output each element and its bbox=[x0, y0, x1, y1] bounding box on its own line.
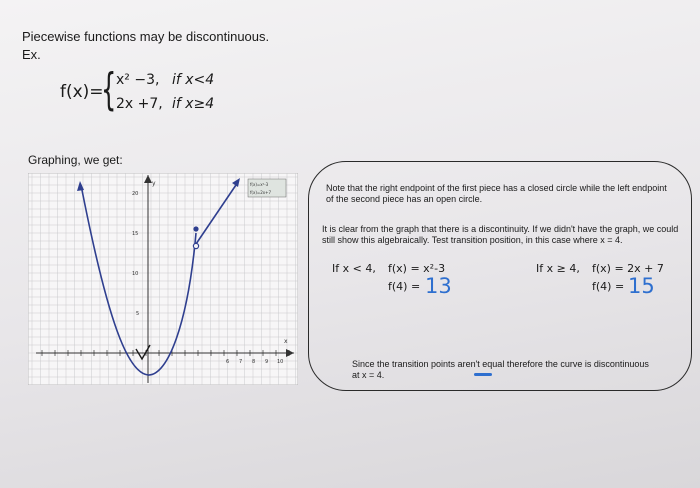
example-label: Ex. bbox=[22, 47, 41, 62]
legend-item: f(x)=2x+7 bbox=[250, 190, 272, 195]
x-tick-label: 7 bbox=[239, 359, 243, 365]
graphing-label: Graphing, we get: bbox=[28, 153, 123, 167]
note-endpoint-text: Note that the right endpoint of the first piece has a closed circle while the left endpoint of the second piece has an open circle. bbox=[326, 183, 667, 204]
right-evaluation: f(4) = bbox=[592, 280, 625, 293]
function-graph bbox=[28, 173, 298, 385]
right-function: f(x) = 2x + 7 bbox=[592, 262, 664, 275]
case-2-condition: if x≥4 bbox=[172, 96, 215, 112]
y-tick-label: 20 bbox=[132, 191, 139, 197]
page-title: Piecewise functions may be discontinuous. bbox=[22, 29, 270, 44]
brace-icon: { bbox=[101, 64, 117, 115]
y-axis-label: y bbox=[152, 180, 156, 187]
left-condition: If x < 4, bbox=[332, 262, 376, 275]
note-discontinuity-text: It is clear from the graph that there is a discontinuity. If we didn't have the graph, we could still show this algebraically. Test transition position, in this case where x = 4. bbox=[322, 224, 679, 245]
right-condition: If x ≥ 4, bbox=[536, 262, 580, 275]
case-1-condition: if x<4 bbox=[172, 72, 215, 88]
x-tick-label: 8 bbox=[252, 359, 256, 365]
left-function: f(x) = x²-3 bbox=[388, 262, 446, 275]
x-tick-label: 9 bbox=[265, 359, 269, 365]
function-name: f(x)= bbox=[60, 82, 104, 102]
x-axis-label: x bbox=[284, 338, 288, 345]
x-tick-label: 6 bbox=[226, 359, 230, 365]
y-tick-label: 10 bbox=[132, 271, 139, 277]
case-1-expression: x² −3, bbox=[116, 72, 160, 88]
open-endpoint bbox=[193, 243, 198, 248]
underline-mark bbox=[474, 373, 492, 376]
y-tick-label: 5 bbox=[136, 311, 140, 317]
right-answer: 15 bbox=[628, 274, 655, 298]
left-evaluation: f(4) = bbox=[388, 280, 421, 293]
left-answer: 13 bbox=[425, 274, 452, 298]
legend-item: f(x)=x²-3 bbox=[250, 182, 269, 187]
y-tick-label: 15 bbox=[132, 231, 139, 237]
x-tick-label: 10 bbox=[277, 359, 284, 365]
case-2-expression: 2x +7, bbox=[116, 96, 163, 112]
closed-endpoint bbox=[193, 226, 198, 231]
note-conclusion-text: Since the transition points aren't equal therefore the curve is discontinuous at x = 4. bbox=[352, 359, 649, 380]
